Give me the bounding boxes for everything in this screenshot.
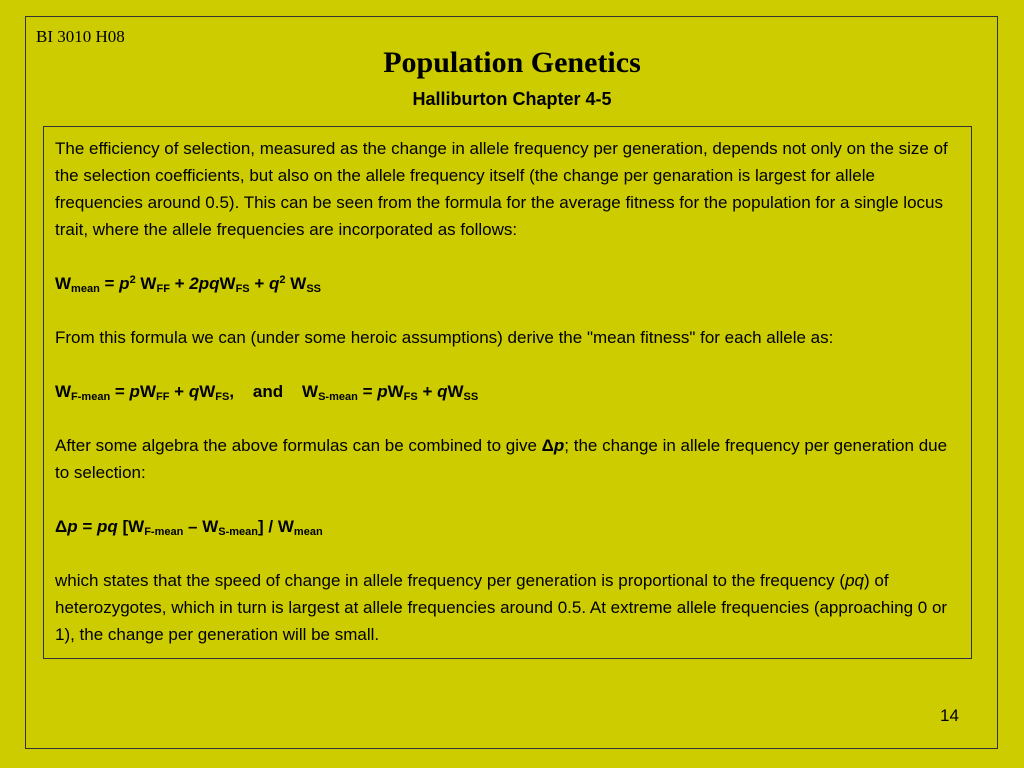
delta-symbol: Δ (541, 436, 554, 455)
content-box (43, 126, 972, 659)
paragraph-algebra: After some algebra the above formulas can be combined to give Δp; the change in allele frequency per generation due to selection: (55, 436, 948, 482)
slide-subtitle: Halliburton Chapter 4-5 (412, 89, 612, 109)
paragraph-intro: The efficiency of selection, measured as the change in allele frequency per generation, depends not only on the size of the selection coefficients, but also on the allele frequency itself (the change per genaration is largest for allele frequencies around 0.5). This can be seen from the formula for the average fitness for the population for a single locus trait, where the allele frequencies are incorporated as follows: (55, 139, 948, 239)
formula-allele-fitness: $W_{F-mean} = pW_{FF} + qW_{FS}$, and $W_{S-mean} = pW_{FS} + qW_{SS}$ (55, 382, 479, 403)
paragraph-derive: From this formula we can (under some heroic assumptions) derive the "mean fitness" for each allele as: (55, 328, 834, 347)
course-code: BI 3010 H08 (36, 27, 125, 46)
formula-mean-fitness: $W_{mean} = p^2$ $W_{FF} + 2pqW_{FS} + q^2$ $W_{SS}$ (55, 274, 321, 295)
page-number: 14 (940, 706, 959, 725)
paragraph-conclusion: which states that the speed of change in allele frequency per generation is proportional to the frequency (pq) of heterozygotes, which in turn is largest at allele frequencies around 0.5. At extreme allele frequencies (approaching 0 or 1), the change per generation will be small. (55, 571, 948, 644)
slide-title: Population Genetics (383, 46, 641, 79)
formula-delta-p: Δp = pq $[W_{F-mean} - W_{S-mean}] / W_{mean}$ (55, 517, 323, 538)
